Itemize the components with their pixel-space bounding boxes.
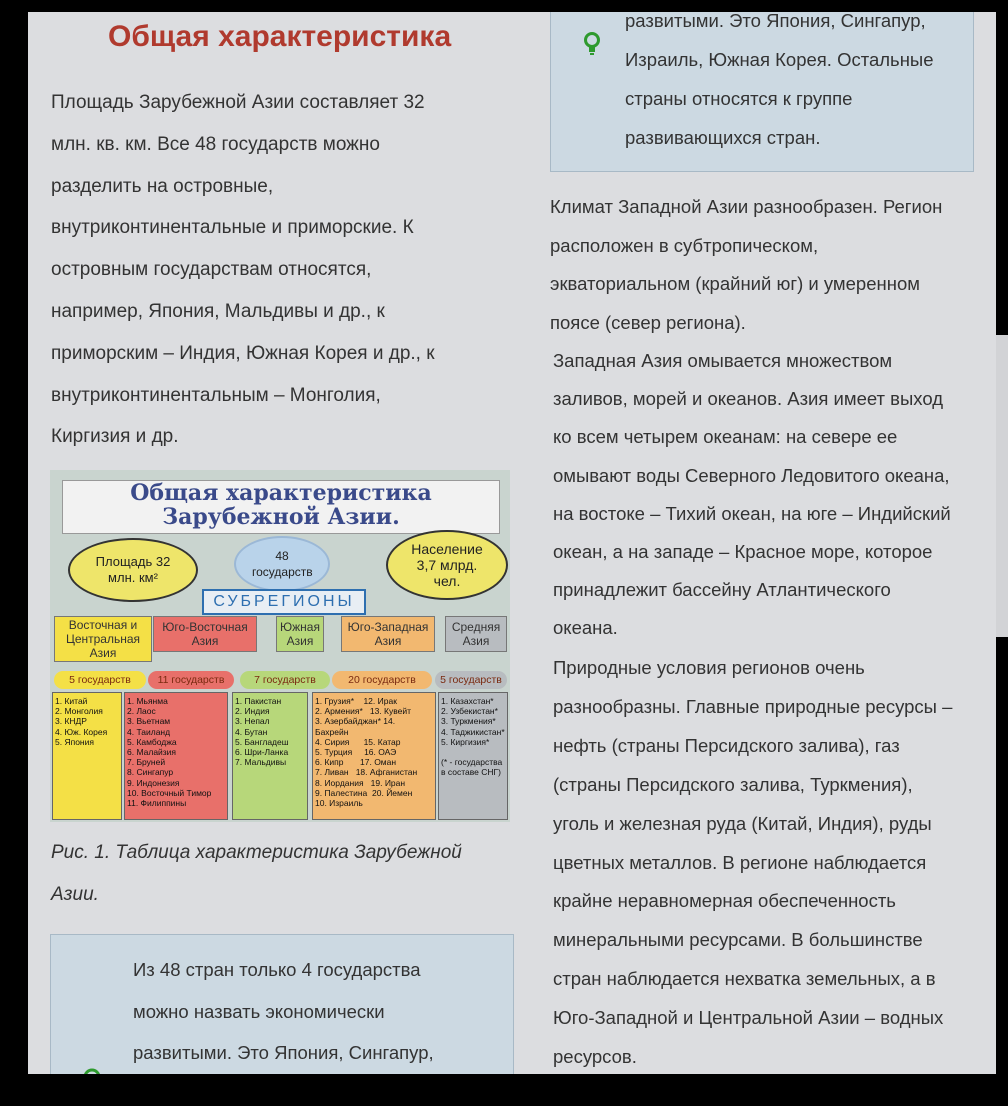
text-line: поясе (север региона).	[550, 311, 746, 333]
region-central: Средняя Азия	[445, 616, 507, 652]
count-badge: 5 государств	[435, 671, 507, 689]
text-line: океана.	[553, 617, 618, 639]
text-line: Юго-Западной и Центральной Азии – водных	[553, 1007, 944, 1029]
scrollbar[interactable]	[996, 335, 1008, 637]
text-line: Киргизия и др.	[51, 426, 179, 448]
population-oval	[386, 530, 508, 600]
country-list-east-central: 1. Китай 2. Монголия 3. КНДР 4. Юж. Корея 5. Япония	[52, 692, 122, 820]
text-line: Западная Азия омывается множеством	[553, 350, 893, 371]
lightbulb-icon	[581, 31, 603, 61]
count-badge: 7 государств	[240, 671, 330, 689]
lightbulb-icon	[81, 1067, 103, 1074]
info-box-text	[625, 12, 965, 157]
text-line: островным государствам относятся,	[51, 259, 372, 281]
article-page	[28, 12, 996, 1074]
text-line: приморским – Индия, Южная Корея и др., к	[51, 342, 435, 364]
figure-caption	[51, 832, 511, 916]
text-line: ресурсов.	[553, 1046, 637, 1068]
info-box	[50, 934, 514, 1074]
text-line: крайне неравномерная обеспеченность	[553, 890, 896, 912]
text-line: развивающихся стран.	[625, 127, 821, 148]
intro-paragraph	[51, 82, 501, 458]
figure-title: Общая характеристика Зарубежной Азии.	[62, 480, 500, 534]
asia-characteristics-figure[interactable]	[50, 470, 510, 822]
text-line: развитыми. Это Япония, Сингапур,	[625, 12, 926, 31]
nature-paragraph	[553, 649, 993, 1074]
subregions-label: СУБРЕГИОНЫ	[202, 589, 366, 615]
country-list-southeast: 1. Мьянма 2. Лаос 3. Вьетнам 4. Таиланд 5. Камбоджа 6. Малайзия 7. Бруней 8. Сингапур 9. Индонезия 10. Восточный Тимор 11. Филиппины	[124, 692, 228, 820]
text-line: разнообразны. Главные природные ресурсы –	[553, 695, 953, 717]
oceans-paragraph	[553, 342, 993, 648]
count-badge: 20 государств	[332, 671, 432, 689]
country-list-central: 1. Казахстан* 2. Узбекистан* 3. Туркмения* 4. Таджикистан* 5. Киргизия* (* - государства в составе СНГ)	[438, 692, 508, 820]
text-line: ко всем четырем океанам: на севере ее	[553, 426, 898, 448]
count-badge: 11 государств	[148, 671, 234, 689]
info-box-text	[133, 949, 503, 1074]
text-line: заливов, морей и океанов. Азия имеет выход	[553, 388, 944, 410]
text-line: млн. кв. км. Все 48 государств можно	[51, 133, 380, 155]
text-line: расположен в субтропическом,	[550, 234, 819, 256]
country-list-southwest: 1. Грузия* 12. Ирак 2. Армения* 13. Кувейт 3. Азербайджан* 14. Бахрейн 4. Сирия 15. Катар 5. Турция 16. ОАЭ 6. Кипр 17. Оман 7. Ливан 18. Афганистан 8. Иордания 19. Иран 9. Палестина 20. Йемен 10. Израиль	[312, 692, 436, 820]
text-line: цветных металлов. В регионе наблюдается	[553, 851, 927, 873]
population-text: Население 3,7 млрд. чел.	[411, 541, 483, 589]
text-line: внутриконтинентальным – Монголия,	[51, 384, 381, 406]
region-southwest: Юго-Западная Азия	[341, 616, 435, 652]
text-line: на востоке – Тихий океан, на юге – Индийский	[553, 502, 951, 524]
section-title: Общая характеристика	[108, 20, 452, 53]
text-line: (страны Персидского залива, Туркмения),	[553, 773, 913, 795]
states-text: 48 государств	[252, 549, 313, 579]
climate-paragraph	[550, 188, 990, 342]
region-east-central: Восточная и Центральная Азия	[54, 616, 152, 662]
text-line: нефть (страны Персидского залива), газ	[553, 734, 900, 756]
text-line: принадлежит бассейну Атлантического	[553, 579, 891, 601]
text-line: внутриконтинентальные и приморские. К	[51, 217, 414, 239]
caption-line: Рис. 1. Таблица характеристика Зарубежной	[51, 842, 462, 863]
text-line: например, Япония, Мальдивы и др., к	[51, 300, 385, 322]
text-line: минеральными ресурсами. В большинстве	[553, 929, 923, 951]
area-oval	[68, 538, 198, 602]
text-line: развитыми. Это Япония, Сингапур,	[133, 1042, 434, 1063]
caption-line: Азии.	[51, 884, 99, 905]
text-line: страны относятся к группе	[625, 88, 853, 109]
text-line: Климат Западной Азии разнообразен. Регион	[550, 196, 943, 217]
count-badge: 5 государств	[54, 671, 146, 689]
country-list-south: 1. Пакистан 2. Индия 3. Непал 4. Бутан 5. Бангладеш 6. Шри-Ланка 7. Мальдивы	[232, 692, 308, 820]
region-southeast: Юго-Восточная Азия	[153, 616, 257, 652]
text-line: стран наблюдается нехватка земельных, а в	[553, 968, 936, 990]
text-line: океан, а на западе – Красное море, которое	[553, 541, 933, 563]
text-line: разделить на островные,	[51, 175, 274, 197]
text-line: омывают воды Северного Ледовитого океана,	[553, 464, 950, 486]
area-text: Площадь 32 млн. км²	[95, 554, 171, 585]
info-box-continued	[550, 12, 974, 172]
text-line: Площадь Зарубежной Азии составляет 32	[51, 92, 425, 113]
text-line: Израиль, Южная Корея. Остальные	[625, 49, 934, 70]
region-south: Южная Азия	[276, 616, 324, 652]
states-oval	[234, 536, 330, 592]
text-line: Из 48 стран только 4 государства	[133, 959, 421, 980]
text-line: экваториальном (крайний юг) и умеренном	[550, 273, 920, 294]
text-line: уголь и железная руда (Китай, Индия), руды	[553, 812, 932, 834]
text-line: можно назвать экономически	[133, 1000, 385, 1022]
text-line: Природные условия регионов очень	[553, 657, 865, 678]
